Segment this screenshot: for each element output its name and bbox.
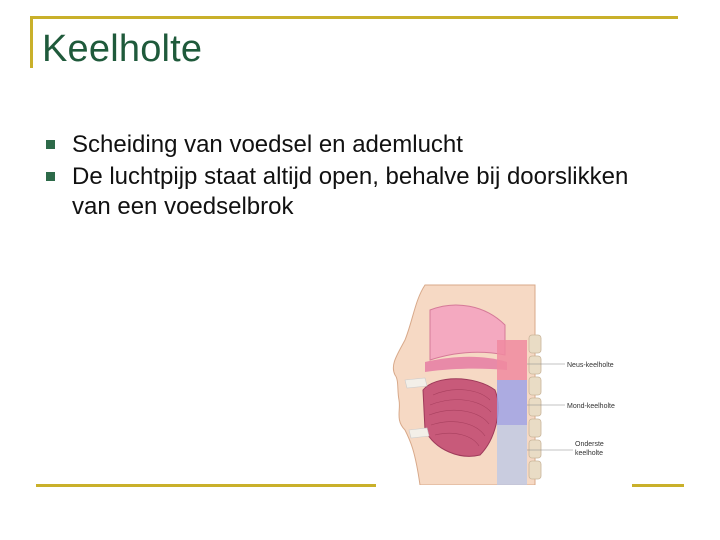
bullet-text: De luchtpijp staat altijd open, behalve bij doorslikken van een voedselbrok bbox=[72, 163, 629, 220]
bottom-line-left bbox=[36, 484, 376, 487]
throat-anatomy-diagram bbox=[385, 280, 635, 485]
frame-left-line bbox=[30, 16, 33, 68]
bullet-text: Scheiding van voedsel en ademlucht bbox=[72, 131, 463, 158]
square-bullet-icon bbox=[46, 172, 55, 181]
label-lower: Onderste bbox=[575, 441, 604, 448]
bullet-item bbox=[46, 162, 646, 222]
oropharynx-region bbox=[497, 380, 527, 425]
label-laryngopharynx: keelholte bbox=[575, 450, 604, 457]
bullet-list bbox=[46, 130, 646, 224]
square-bullet-icon bbox=[46, 140, 55, 149]
nasopharynx-region bbox=[497, 340, 527, 380]
bullet-item bbox=[46, 130, 646, 160]
label-oropharynx: Mond-keelholte bbox=[567, 403, 615, 410]
slide-title: Keelholte bbox=[42, 28, 203, 70]
bottom-line-right bbox=[632, 484, 684, 487]
frame-top-line bbox=[30, 16, 678, 19]
label-nasopharynx: Neus-keelholte bbox=[567, 362, 614, 369]
laryngopharynx-region bbox=[497, 425, 527, 485]
